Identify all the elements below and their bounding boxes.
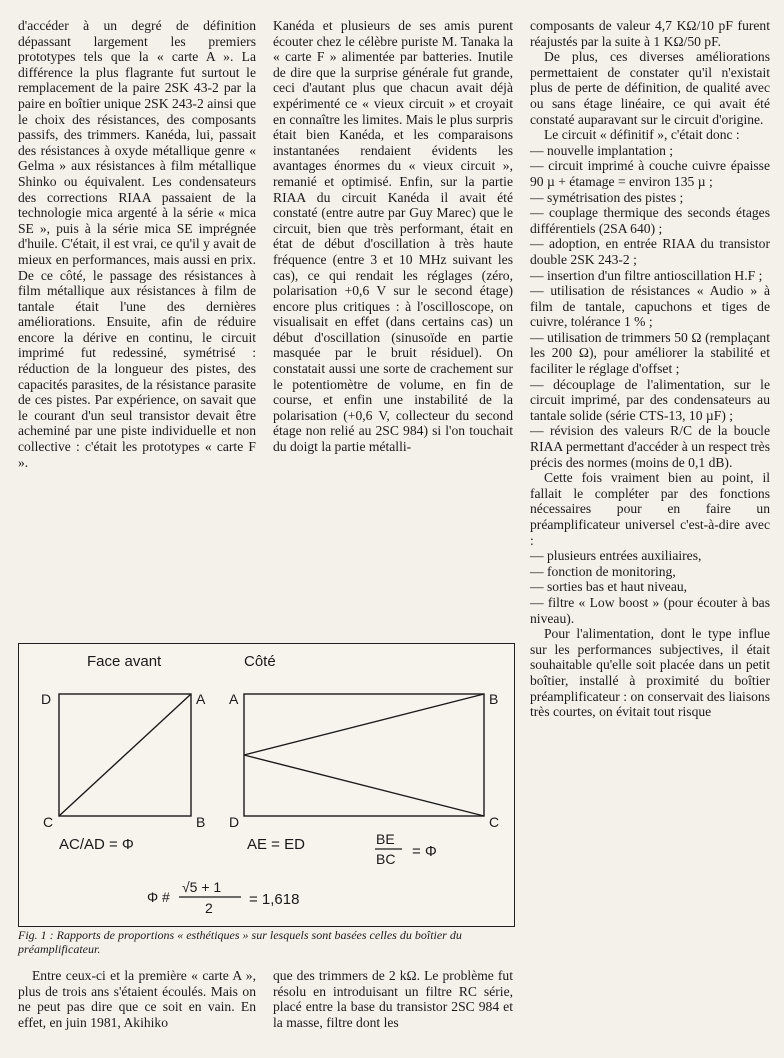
paragraph: Kanéda et plusieurs de ses amis purent écouter chez le célèbre puriste M. Tanaka la « carte F » alimentée par batteries. Inutile de dire que la surprise générale fut grande, ceci d'autant plus que chacun avait déjà expérimenté ce « vieux circuit » et croyait en connaître les limites. Mais le plus surpris était bien Kanéda, et les comparaisons instantanées rendaient évidents les avantages énormes du « vieux circuit », remanié et optimisé. Enfin, sur la partie RIAA du circuit Kanéda il avait été constaté (entre autre par Guy Marec) que le circuit, bien que très performant, était en état de début d'oscillation à très haute fréquence (entre 3 et 10 MHz suivant les cas), ce qui rendait les réglages (zéro, polarisation +0,6 V sur le second étage) encore plus critiques : à l'oscilloscope, on visualisait en effet (dans certains cas) un début d'oscillation (sinusoïde en partie masquée par le bruit résiduel). On constatait aussi une sorte de crachement sur le potentiomètre de volume, en fin de course, et enfin une instabilité de la polarisation (+0,6 V, collecteur du second étage non relié au 2SC 984) si l'on touchait du doigt la partie métalli- [273,18,513,455]
figure-1 [18,643,515,927]
list-item: — révision des valeurs R/C de la boucle RIAA permettant d'accéder à un respect très précis des normes (moins de 0,1 dB). [530,423,770,470]
label-d-front: D [41,691,52,707]
list-item: — couplage thermique des seconds étages différentiels (2SA 640) ; [530,205,770,236]
text-column-1-bottom [18,968,256,1030]
list-item: — symétrisation des pistes ; [530,189,684,205]
label-c-side: C [489,814,500,830]
side-zigzag [244,694,484,816]
paragraph: que des trimmers de 2 kΩ. Le problème fut résolu en introduisant un filtre RC série, placé entre la base du transistor 2SC 984 et la masse, filtre dont les [273,968,513,1030]
equation-phi-rhs: = Φ [412,843,437,860]
equation-ae-ed: AE = ED [247,836,305,853]
label-d-side: D [229,814,240,830]
paragraph: Pour l'alimentation, dont le type influe sur les performances subjectives, il était souhaitable qu'elle soit placée dans un petit boîtier, installé à proximité du boîtier préamplificateur : on conservait des liaisons très courtes, on évitait tout risque [530,626,770,720]
list-item: — circuit imprimé à couche cuivre épaisse 90 µ + étamage = environ 135 µ ; [530,158,770,189]
label-a-side: A [229,691,239,707]
text-column-2 [273,18,513,455]
list-item: — découplage de l'alimentation, sur le circuit imprimé, par des condensateurs au tantale solide (série CTS-13, 10 µF) ; [530,376,770,423]
paragraph: Le circuit « définitif », c'était donc : [544,127,740,143]
list-item: — filtre « Low boost » (pour écouter à bas niveau). [530,594,770,626]
equation-bc: BC [376,851,396,867]
list-item: composants de valeur 4,7 KΩ/10 pF furent réajustés par la suite à 1 KΩ/50 pF. [530,18,770,49]
equation-ac-ad: AC/AD = Φ [59,836,134,853]
label-c-front: C [43,814,54,830]
paragraph: De plus, ces diverses améliorations permettaient de constater qu'il n'existait plus de perte de définition, de qualité avec ou sans étage linéaire, ce qui avait été constaté auparavant sur le circuit d'origine. [530,49,770,127]
proportion-diagram [19,644,514,926]
equation-be: BE [376,831,395,847]
front-view-title: Face avant [87,653,162,670]
paragraph: d'accéder à un degré de définition dépassant largement les premiers prototypes tels que la « carte A ». La différence la plus flagrante fut surtout le remplacement de la paire 2SK 43-2 par la paire en boîtier unique 2SK 243-2 ainsi que le choix des résistances, des composants passifs, des trimmers. Kanéda, lui, passait des résistances à oxyde métallique genre « Gelma » aux résistances à film métallique Shinko ou équivalent. Les condensateurs des corrections RIAA passaient de la technologie mica argenté à la série « mica SE », puis à la série mica SE imprégnée d'huile. C'était, il est vrai, ce qu'il y avait de mieux en performances, mais aussi en prix. De ce côté, le passage des résistances à film métallique aux résistances à film de tantale était l'une des dernières améliorations. Ensuite, afin de réduire encore la dérive en continu, le circuit imprimé fut redessiné, symétrisé : réduction de la longueur des pistes, des capacités parasites, de la résistance parasite de ces pistes. Par expérience, on savait que le courant d'un seul transistor devait être acheminé par une piste individuelle et non collective : c'était les prototypes « carte F ». [18,18,256,470]
label-b-side: B [489,691,499,707]
list-item: — utilisation de résistances « Audio » à film de tantale, capuchons et tiges de cuivre, tolérance 1 % ; [530,283,770,330]
text-column-1 [18,18,256,470]
label-b-front: B [196,814,206,830]
front-diagonal [59,694,191,816]
phi-numerator: √5 + 1 [182,879,222,895]
list-item: — fonction de monitoring, [530,563,676,579]
list-item: — plusieurs entrées auxiliaires, [530,548,702,564]
text-column-3 [530,18,770,720]
phi-value: = 1,618 [249,891,300,908]
side-view-title: Côté [244,653,276,670]
paragraph: Cette fois vraiment bien au point, il fallait le compléter par des fonctions nécessaires pour en faire un préamplificateur universel c'est-à-dire avec : [530,470,770,548]
label-a-front: A [196,691,206,707]
list-item: — insertion d'un filtre antioscillation H.F ; [530,267,763,283]
figure-caption: Fig. 1 : Rapports de proportions « esthétiques » sur lesquels sont basées celles du boîtier du préamplificateur. [18,928,462,956]
list-item: — adoption, en entrée RIAA du transistor double 2SK 243-2 ; [530,236,770,267]
text-column-2-bottom [273,968,513,1030]
side-rectangle [244,694,484,816]
list-item: — nouvelle implantation ; [530,142,674,158]
phi-lhs: Φ # [147,889,170,905]
list-item: — utilisation de trimmers 50 Ω (remplaçant les 200 Ω), pour améliorer la stabilité et faciliter le réglage d'offset ; [530,329,770,377]
paragraph: Entre ceux-ci et la première « carte A », plus de trois ans s'étaient écoulés. Mais on ne peut pas dire que ce soit en vain. En effet, en juin 1981, Akihiko [18,968,256,1030]
phi-denominator: 2 [205,900,213,916]
list-item: — sorties bas et haut niveau, [530,579,688,595]
